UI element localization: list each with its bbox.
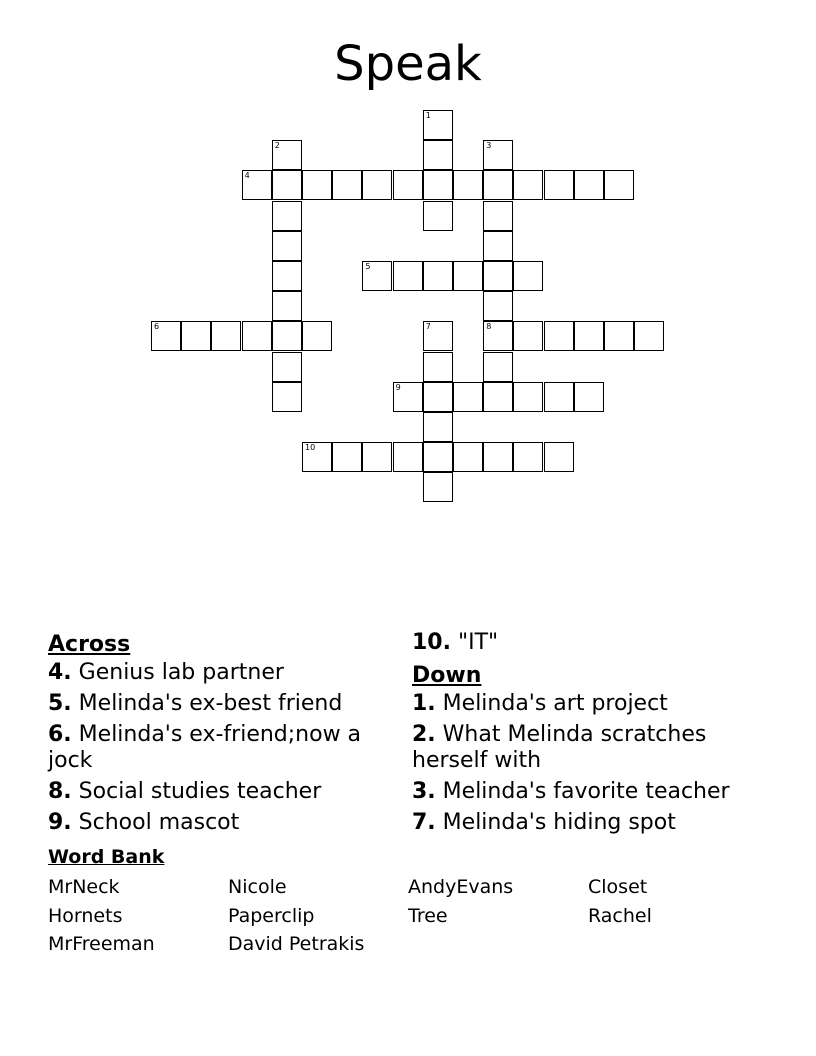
grid-cell[interactable]: [272, 321, 302, 351]
clue-down-1: 1. Melinda's art project: [412, 691, 668, 716]
grid-cell[interactable]: [513, 382, 543, 412]
grid-cell[interactable]: [332, 170, 362, 200]
word-bank-item: Nicole: [228, 876, 287, 898]
clue-down-3: 3. Melinda's favorite teacher: [412, 779, 730, 804]
grid-cell[interactable]: [302, 321, 332, 351]
word-bank-item: MrFreeman: [48, 933, 155, 955]
clue-number: 6: [154, 322, 160, 332]
grid-cell[interactable]: [272, 382, 302, 412]
clue-number: 3: [486, 141, 492, 151]
clue-across-5: 5. Melinda's ex-best friend: [48, 691, 343, 716]
grid-cell[interactable]: [544, 442, 574, 472]
grid-cell[interactable]: [513, 261, 543, 291]
grid-cell[interactable]: [423, 472, 453, 502]
clue-across-8: 8. Social studies teacher: [48, 779, 322, 804]
grid-cell[interactable]: [423, 352, 453, 382]
grid-cell[interactable]: [272, 261, 302, 291]
word-bank-item: Tree: [408, 904, 448, 927]
grid-cell[interactable]: [242, 321, 272, 351]
word-bank-item: MrNeck: [48, 876, 120, 898]
grid-cell[interactable]: [513, 442, 543, 472]
grid-cell[interactable]: [483, 231, 513, 261]
clues-right-column: [412, 630, 772, 841]
clue-number: 8: [486, 322, 492, 332]
clue-number: 2: [274, 141, 280, 151]
grid-cell[interactable]: [423, 412, 453, 442]
grid-cell[interactable]: [272, 140, 302, 170]
grid-cell[interactable]: [242, 170, 272, 200]
across-heading: Across: [48, 632, 131, 657]
grid-cell[interactable]: [574, 382, 604, 412]
page-title: Speak: [334, 36, 482, 92]
grid-cell[interactable]: [302, 442, 332, 472]
grid-cell[interactable]: [332, 442, 362, 472]
clue-number: 4: [244, 171, 250, 181]
grid-cell[interactable]: [302, 170, 332, 200]
grid-cell[interactable]: [483, 261, 513, 291]
word-bank-item: Hornets: [48, 904, 123, 927]
clue-number: 10: [305, 443, 316, 453]
clues-left-column: [48, 630, 388, 841]
grid-cell[interactable]: [272, 231, 302, 261]
clue-across-9: 9. School mascot: [48, 810, 240, 835]
grid-cell[interactable]: [423, 382, 453, 412]
clue-number: 1: [425, 111, 431, 120]
word-bank: [48, 873, 768, 959]
grid-cell[interactable]: [483, 382, 513, 412]
grid-cell[interactable]: [483, 442, 513, 472]
grid-cell[interactable]: [151, 321, 181, 351]
word-bank-item: Rachel: [588, 904, 652, 927]
word-bank-item: Closet: [588, 876, 648, 898]
grid-cell[interactable]: [483, 201, 513, 231]
grid-cell[interactable]: [362, 442, 392, 472]
grid-cell[interactable]: [423, 321, 453, 351]
word-bank-heading: Word Bank: [48, 846, 165, 868]
grid-cell[interactable]: [272, 291, 302, 321]
grid-cell[interactable]: [362, 261, 392, 291]
grid-cell[interactable]: [272, 352, 302, 382]
clue-down-7: 7. Melinda's hiding spot: [412, 810, 676, 835]
grid-cell[interactable]: [483, 352, 513, 382]
grid-cell[interactable]: [393, 170, 423, 200]
grid-cell[interactable]: [544, 321, 574, 351]
grid-cell[interactable]: [453, 170, 483, 200]
grid-cell[interactable]: [423, 442, 453, 472]
clue-number: 9: [395, 382, 401, 392]
grid-cell[interactable]: [453, 382, 483, 412]
clue-across-6: 6. Melinda's ex-friend;now a jock: [48, 722, 362, 773]
grid-cell[interactable]: [423, 170, 453, 200]
grid-cell[interactable]: [513, 321, 543, 351]
grid-cell[interactable]: [393, 382, 423, 412]
clue-down-2: 2. What Melinda scratches herself with: [412, 722, 707, 773]
clue-across-10: 10. "IT": [412, 630, 499, 655]
grid-cell[interactable]: [211, 321, 241, 351]
grid-cell[interactable]: [604, 321, 634, 351]
word-bank-item: Paperclip: [228, 904, 315, 927]
clue-number: 7: [425, 322, 431, 332]
grid-cell[interactable]: [483, 291, 513, 321]
grid-cell[interactable]: [483, 170, 513, 200]
grid-cell[interactable]: [483, 321, 513, 351]
grid-cell[interactable]: [423, 140, 453, 170]
grid-cell[interactable]: [634, 321, 664, 351]
grid-cell[interactable]: [423, 110, 453, 140]
grid-cell[interactable]: [544, 382, 574, 412]
grid-cell[interactable]: [483, 140, 513, 170]
grid-cell[interactable]: [181, 321, 211, 351]
grid-cell[interactable]: [453, 261, 483, 291]
grid-cell[interactable]: [604, 170, 634, 200]
word-bank-item: AndyEvans: [408, 876, 514, 898]
word-bank-item: David Petrakis: [228, 933, 365, 955]
grid-cell[interactable]: [453, 442, 483, 472]
grid-cell[interactable]: [272, 201, 302, 231]
grid-cell[interactable]: [272, 170, 302, 200]
down-heading: Down: [412, 663, 482, 688]
grid-cell[interactable]: [423, 261, 453, 291]
grid-cell[interactable]: [393, 261, 423, 291]
clue-number: 5: [365, 262, 371, 271]
grid-cell[interactable]: [513, 170, 543, 200]
grid-cell[interactable]: [574, 321, 604, 351]
grid-cell[interactable]: [393, 442, 423, 472]
grid-cell[interactable]: [544, 170, 574, 200]
grid-cell[interactable]: [574, 170, 604, 200]
clue-across-4: 4. Genius lab partner: [48, 660, 284, 685]
grid-cell[interactable]: [423, 201, 453, 231]
grid-cell[interactable]: [362, 170, 392, 200]
